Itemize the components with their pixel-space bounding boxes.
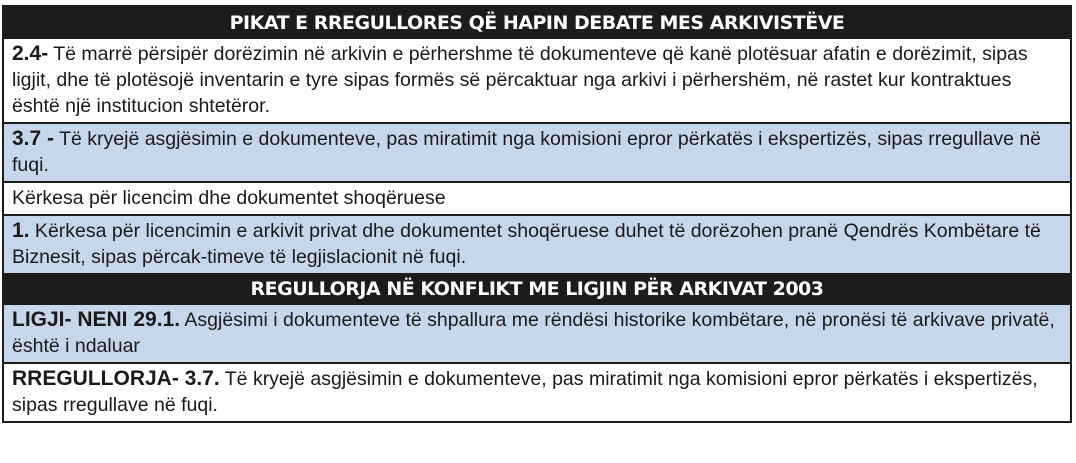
- row-lead: 3.7 -: [12, 127, 55, 150]
- row-text: Asgjësimi i dokumenteve të shpallura me rëndësi historike kombëtare, në pronësi të arkivave privatë, është i ndaluar: [12, 309, 1055, 357]
- row-text: Kërkesa për licencimin e arkivit privat dhe dokumentet shoqëruese duhet të dorëzohen pranë Qendrës Kombëtare të Biznesit, sipas përcak-timeve të legjislacionit në fuqi.: [12, 220, 1041, 268]
- row-regulation-3-7: [4, 362, 1070, 421]
- row-licensing-title: [4, 181, 1070, 214]
- row-lead: LIGJI- NENI 29.1.: [12, 308, 181, 331]
- row-2-4: [4, 39, 1070, 122]
- row-law-29-1: [4, 305, 1070, 362]
- section-header-conflict: REGULLORJA NË KONFLIKT ME LIGJIN PËR ARKIVAT 2003: [4, 273, 1070, 305]
- row-text: Të marrë përsipër dorëzimin në arkivin e përhershme të dokumenteve që kanë plotësuar afatin e dorëzimit, sipas ligjit, dhe të plotësojë inventarin e tyre sipas formës së përcaktuar nga arkivi i përhershëm, në rastet kur kontraktues është një institucion shtetëror.: [12, 43, 1028, 117]
- row-text: Të kryejë asgjësimin e dokumenteve, pas miratimit nga komisioni epror përkatës i ekspertizës, sipas rregullave në fuqi.: [12, 368, 1038, 416]
- row-3-7: [4, 122, 1070, 181]
- row-lead: RREGULLORJA- 3.7.: [12, 367, 220, 390]
- row-1: [4, 214, 1070, 273]
- row-text: Të kryejë asgjësimin e dokumenteve, pas miratimit nga komisioni epror përkatës i ekspertizës, sipas rregullave në fuqi.: [12, 128, 1042, 176]
- row-lead: 2.4-: [12, 42, 49, 65]
- row-lead: 1.: [12, 219, 30, 242]
- row-text: Kërkesa për licencim dhe dokumentet shoqëruese: [12, 187, 446, 209]
- section-header-debate: PIKAT E RREGULLORES QË HAPIN DEBATE MES ARKIVISTËVE: [4, 7, 1070, 39]
- regulation-table: [2, 5, 1072, 423]
